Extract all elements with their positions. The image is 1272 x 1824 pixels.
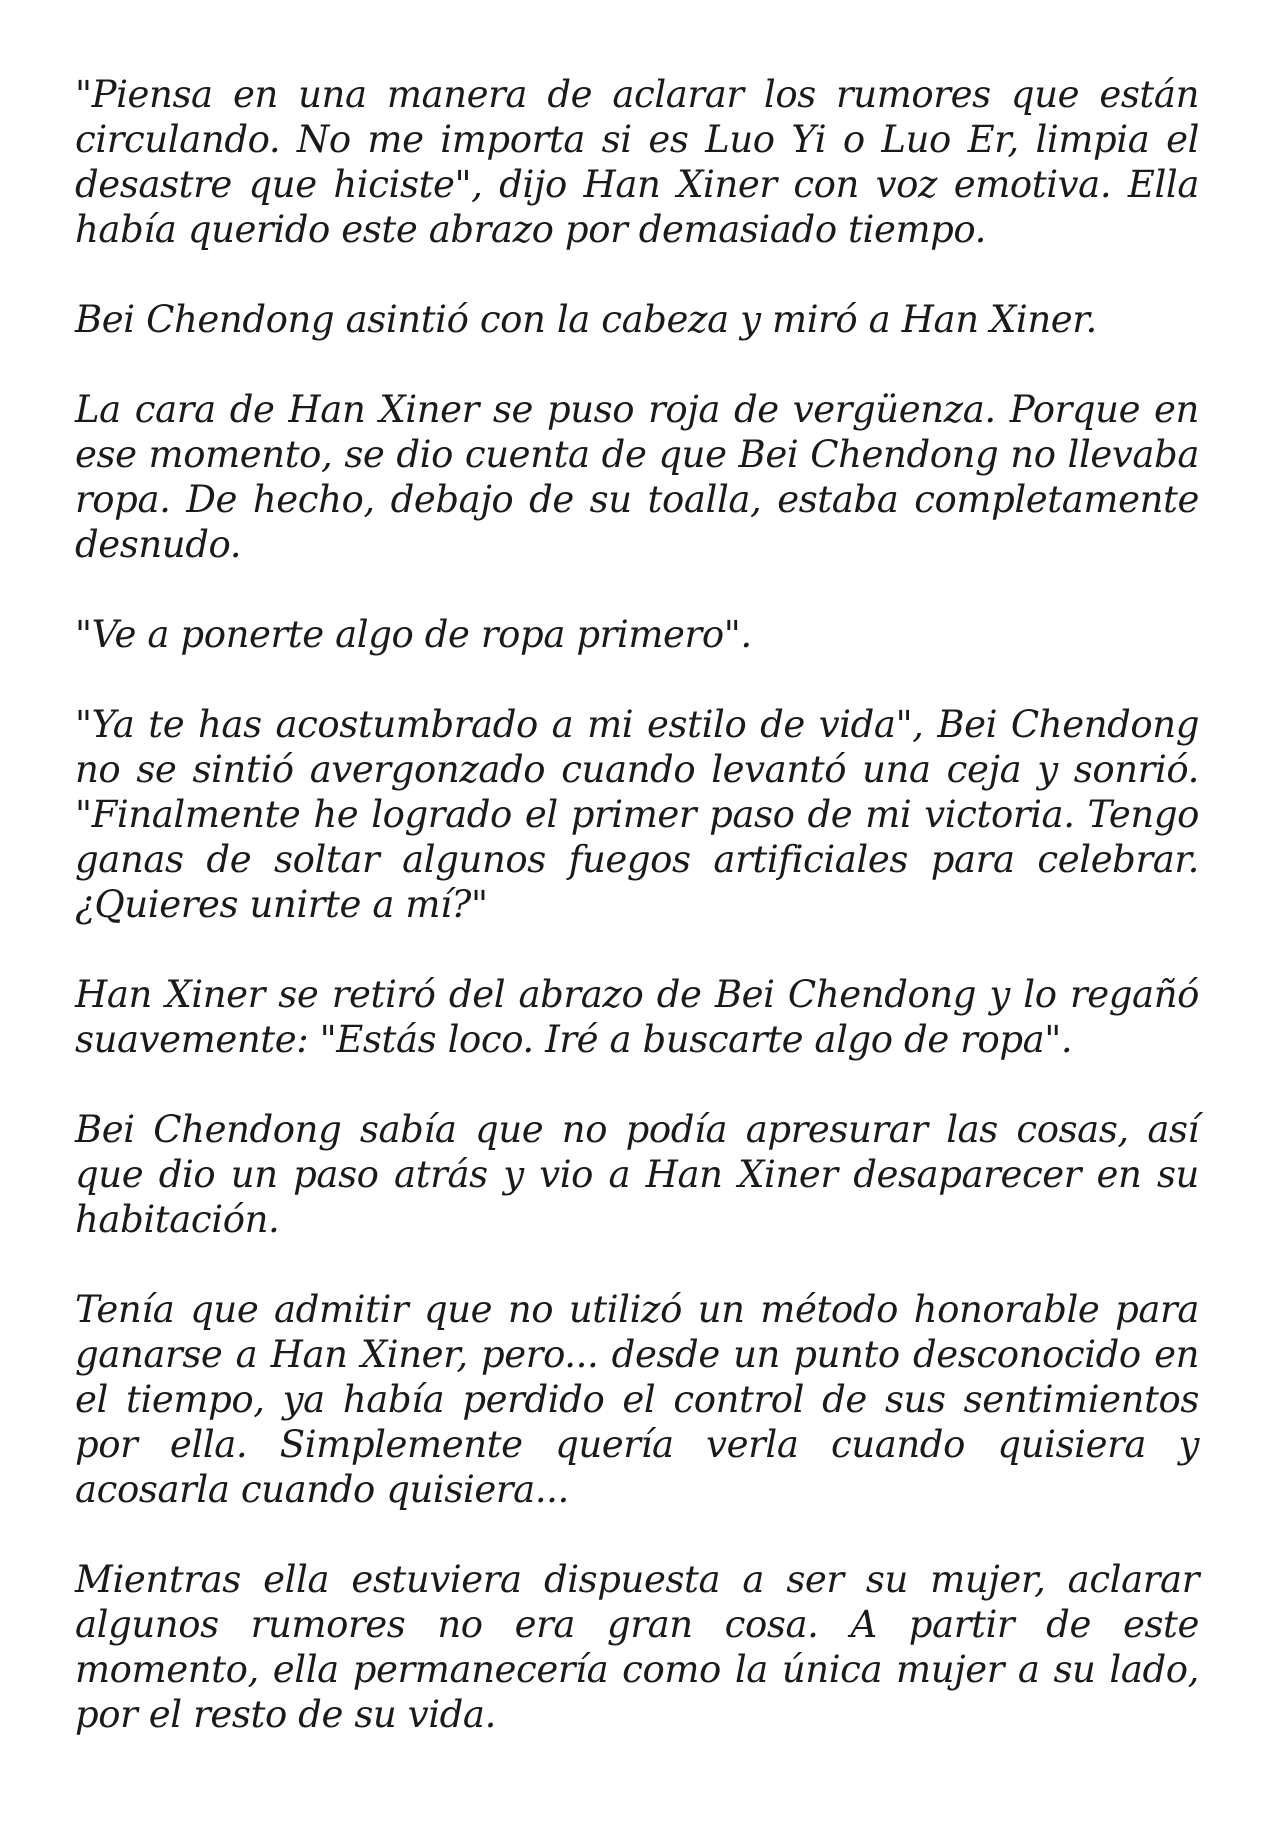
paragraph-8: Tenía que admitir que no utilizó un método honorable para ganarse a Han Xiner, pero... desde un punto desconocido en el tiempo, ya había perdido el control de sus sentimientos por ella. Simplemente quería verla cuando quisiera y acosarla cuando quisiera... — [75, 1288, 1199, 1511]
paragraph-1: "Piensa en una manera de aclarar los rumores que están circulando. No me importa si es Luo Yi o Luo Er, limpia el desastre que hiciste", dijo Han Xiner con voz emotiva. Ella había querido este abrazo por demasiado tiempo. — [75, 73, 1199, 251]
paragraph-5: "Ya te has acostumbrado a mi estilo de vida", Bei Chendong no se sintió avergonzado cuando levantó una ceja y sonrió. "Finalmente he logrado el primer paso de mi victoria. Tengo ganas de soltar algunos fuegos artificiales para celebrar. ¿Quieres unirte a mí?" — [75, 703, 1199, 926]
paragraph-9: Mientras ella estuviera dispuesta a ser su mujer, aclarar algunos rumores no era gran cosa. A partir de este momento, ella permanecería como la única mujer a su lado, por el resto de su vida. — [75, 1558, 1199, 1736]
paragraph-3: La cara de Han Xiner se puso roja de vergüenza. Porque en ese momento, se dio cuenta de que Bei Chendong no llevaba ropa. De hecho, debajo de su toalla, estaba completamente desnudo. — [75, 388, 1199, 566]
paragraph-7: Bei Chendong sabía que no podía apresurar las cosas, así que dio un paso atrás y vio a Han Xiner desaparecer en su habitación. — [75, 1108, 1199, 1241]
paragraph-2: Bei Chendong asintió con la cabeza y miró a Han Xiner. — [75, 298, 1097, 341]
paragraph-6: Han Xiner se retiró del abrazo de Bei Chendong y lo regañó suavemente: "Estás loco. Iré a buscarte algo de ropa". — [75, 973, 1199, 1061]
document-page — [75, 72, 1199, 1737]
paragraph-4: "Ve a ponerte algo de ropa primero". — [75, 613, 752, 656]
